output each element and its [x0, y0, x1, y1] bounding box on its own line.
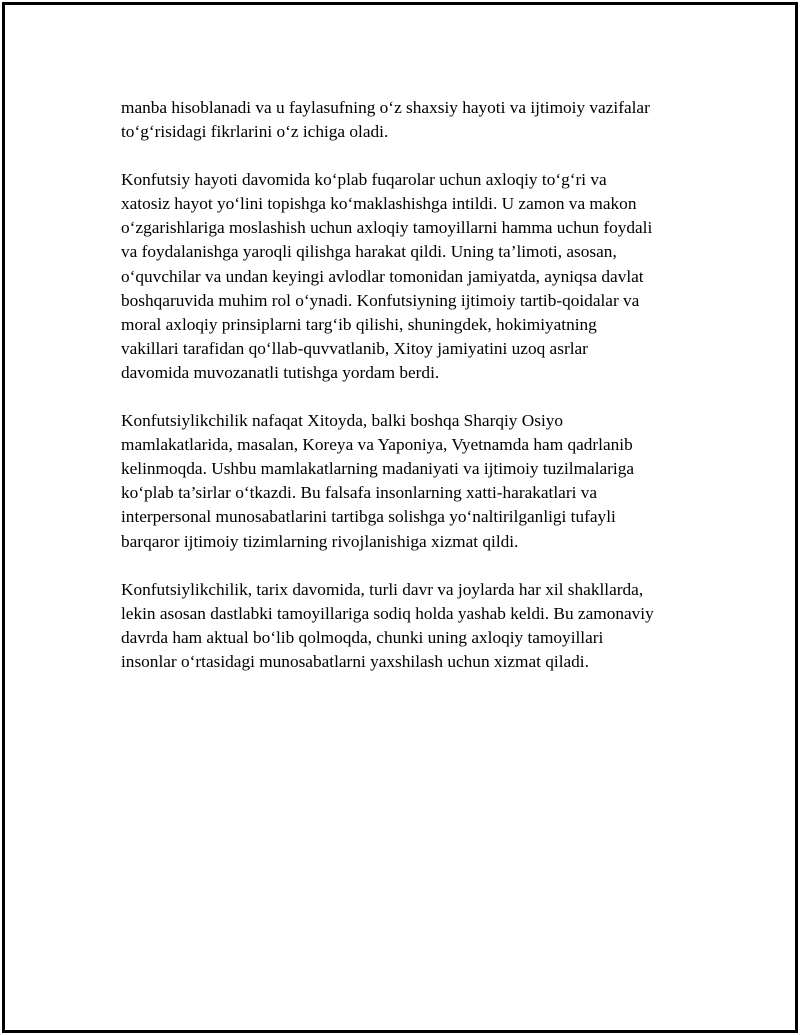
text-line: Konfutsiylikchilik, tarix davomida, turli davr va joylarda har xil shakllarda,: [121, 579, 644, 599]
text-line: Konfutsiylikchilik nafaqat Xitoyda, balki boshqa Sharqiy Osiyo: [121, 411, 564, 431]
text-line: interpersonal munosabatlarini tartibga solishga yo‘naltirilganligi tufayli: [121, 507, 616, 527]
text-line: xatosiz hayot yo‘lini topishga ko‘maklashishga intildi. U zamon va makon: [121, 194, 637, 214]
paragraph-4: [121, 578, 711, 674]
text-line: moral axloqiy prinsiplarni targ‘ib qilishi, shuningdek, hokimiyatning: [121, 314, 597, 334]
text-line: davrda ham aktual bo‘lib qolmoqda, chunki uning axloqiy tamoyillari: [121, 627, 604, 647]
paragraph-3: [121, 409, 711, 554]
text-line: vakillari tarafidan qo‘llab-quvvatlanib, Xitoy jamiyatini uzoq asrlar: [121, 338, 588, 358]
text-line: Konfutsiy hayoti davomida ko‘plab fuqarolar uchun axloqiy to‘g‘ri va: [121, 170, 607, 190]
text-line: insonlar o‘rtasidagi munosabatlarni yaxshilash uchun xizmat qiladi.: [121, 651, 589, 671]
text-line: kelinmoqda. Ushbu mamlakatlarning madaniyati va ijtimoiy tuzilmalariga: [121, 459, 635, 479]
text-line: to‘g‘risidagi fikrlarini o‘z ichiga oladi.: [121, 122, 389, 142]
document-page: [2, 2, 798, 1033]
text-line: o‘quvchilar va undan keyingi avlodlar tomonidan jamiyatda, ayniqsa davlat: [121, 266, 644, 286]
text-line: ko‘plab ta’sirlar o‘tkazdi. Bu falsafa insonlarning xatti-harakatlari va: [121, 483, 598, 503]
document-body: [121, 96, 711, 698]
paragraph-1: [121, 96, 711, 144]
text-line: va foydalanishga yaroqli qilishga harakat qildi. Uning ta’limoti, asosan,: [121, 242, 617, 262]
text-line: boshqaruvida muhim rol o‘ynadi. Konfutsiyning ijtimoiy tartib-qoidalar va: [121, 290, 640, 310]
text-line: lekin asosan dastlabki tamoyillariga sodiq holda yashab keldi. Bu zamonaviy: [121, 603, 654, 623]
text-line: manba hisoblanadi va u faylasufning o‘z shaxsiy hayoti va ijtimoiy vazifalar: [121, 98, 650, 117]
text-line: davomida muvozanatli tutishga yordam berdi.: [121, 362, 440, 382]
text-line: barqaror ijtimoiy tizimlarning rivojlanishiga xizmat qildi.: [121, 531, 519, 551]
text-line: mamlakatlarida, masalan, Koreya va Yaponiya, Vyetnamda ham qadrlanib: [121, 435, 633, 455]
paragraph-2: [121, 168, 711, 385]
text-line: o‘zgarishlariga moslashish uchun axloqiy tamoyillarni hamma uchun foydali: [121, 218, 653, 238]
